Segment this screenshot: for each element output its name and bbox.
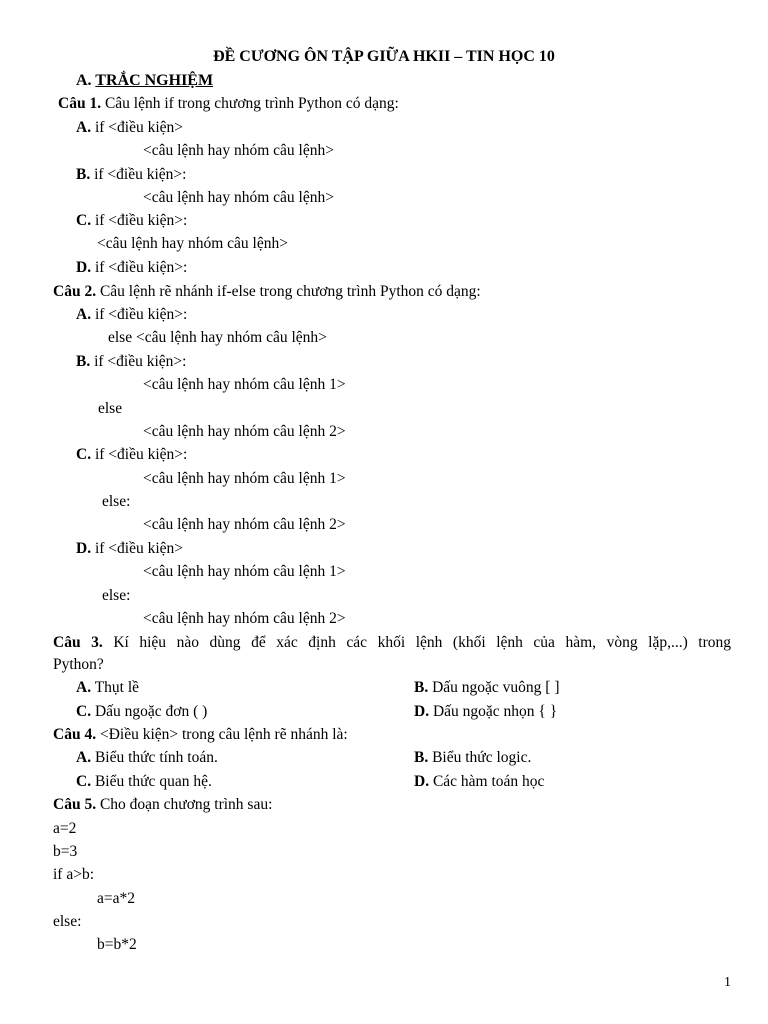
option-label: C. <box>76 703 92 720</box>
question-3-text: Kí hiệu nào dùng để xác định các khối lệnh (khối lệnh của hàm, vòng lặp,...) trong <box>113 634 732 651</box>
q2-option-c <box>76 446 187 464</box>
code-line: a=a*2 <box>97 890 136 907</box>
code-line: else: <box>53 913 82 930</box>
q2-option-d-line2: <câu lệnh hay nhóm câu lệnh 1> <box>143 563 346 580</box>
question-2-label: Câu 2. <box>53 283 97 300</box>
q3-option-c <box>76 703 207 721</box>
q2-option-b-line4: <câu lệnh hay nhóm câu lệnh 2> <box>143 423 346 440</box>
option-text: Thụt lề <box>94 679 140 696</box>
code-line: b=3 <box>53 843 78 860</box>
q3-option-a <box>76 679 139 697</box>
q2-option-c-line2: <câu lệnh hay nhóm câu lệnh 1> <box>143 470 346 487</box>
q1-option-b-line2: <câu lệnh hay nhóm câu lệnh> <box>143 189 334 206</box>
option-text: if <điều kiện>: <box>94 306 188 323</box>
question-4-text: <Điều kiện> trong câu lệnh rẽ nhánh là: <box>99 726 348 743</box>
option-text: Dấu ngoặc vuông [ ] <box>432 679 560 696</box>
question-3 <box>53 634 731 652</box>
question-1 <box>58 95 399 113</box>
option-text: Biểu thức tính toán. <box>94 749 218 766</box>
option-label: C. <box>76 446 92 463</box>
option-label: A. <box>76 306 92 323</box>
question-1-label: Câu 1. <box>58 95 102 112</box>
option-label: D. <box>414 773 430 790</box>
option-label: D. <box>76 540 92 557</box>
q1-option-c <box>76 212 187 230</box>
option-text: Biểu thức quan hệ. <box>94 773 212 790</box>
option-text: if <điều kiện>: <box>94 353 187 370</box>
question-4 <box>53 726 348 744</box>
q4-option-b <box>414 749 531 767</box>
code-line: b=b*2 <box>97 936 137 953</box>
page-number: 1 <box>724 975 731 990</box>
q1-option-a-line2: <câu lệnh hay nhóm câu lệnh> <box>143 142 334 159</box>
option-text: Các hàm toán học <box>432 773 545 790</box>
option-text: if <điều kiện>: <box>94 166 187 183</box>
code-line: if a>b: <box>53 866 95 883</box>
q4-option-c <box>76 773 212 791</box>
q2-option-b <box>76 353 186 371</box>
section-title: TRẮC NGHIỆM <box>95 72 214 89</box>
section-heading <box>76 72 213 90</box>
option-text: if <điều kiện>: <box>94 446 188 463</box>
option-label: B. <box>76 353 91 370</box>
option-text: if <điều kiện>: <box>94 212 188 229</box>
section-label: A. <box>76 72 92 89</box>
page-title: ĐỀ CƯƠNG ÔN TẬP GIỮA HKII – TIN HỌC 10 <box>213 48 555 65</box>
option-label: A. <box>76 119 92 136</box>
q3-option-d <box>414 703 557 721</box>
question-5 <box>53 796 272 814</box>
q4-option-d <box>414 773 544 791</box>
q2-option-d-line3: else: <box>102 587 131 604</box>
q2-option-c-line4: <câu lệnh hay nhóm câu lệnh 2> <box>143 516 346 533</box>
question-5-text: Cho đoạn chương trình sau: <box>99 796 273 813</box>
q3-option-b <box>414 679 560 697</box>
q1-option-d <box>76 259 187 277</box>
option-text: Dấu ngoặc nhọn { } <box>432 703 558 720</box>
option-label: A. <box>76 749 92 766</box>
question-2 <box>53 283 481 301</box>
option-label: C. <box>76 212 92 229</box>
option-label: C. <box>76 773 92 790</box>
option-text: if <điều kiện>: <box>94 259 188 276</box>
question-3-label: Câu 3. <box>53 634 103 651</box>
question-3-text-line2: Python? <box>53 656 104 673</box>
q1-option-b <box>76 166 186 184</box>
option-text: Dấu ngoặc đơn ( ) <box>94 703 208 720</box>
q1-option-c-line2: <câu lệnh hay nhóm câu lệnh> <box>97 235 288 252</box>
q1-option-a <box>76 119 183 137</box>
q2-option-d-line4: <câu lệnh hay nhóm câu lệnh 2> <box>143 610 346 627</box>
q2-option-b-line3: else <box>98 400 123 417</box>
option-text: if <điều kiện> <box>94 119 184 136</box>
option-label: A. <box>76 679 92 696</box>
question-5-label: Câu 5. <box>53 796 97 813</box>
option-text: Biểu thức logic. <box>432 749 532 766</box>
q4-option-a <box>76 749 218 767</box>
option-label: B. <box>76 166 91 183</box>
option-text: if <điều kiện> <box>94 540 184 557</box>
question-4-label: Câu 4. <box>53 726 97 743</box>
q2-option-c-line3: else: <box>102 493 131 510</box>
option-label: B. <box>414 749 429 766</box>
option-label: D. <box>414 703 430 720</box>
code-line: a=2 <box>53 820 77 837</box>
question-2-text: Câu lệnh rẽ nhánh if-else trong chương trình Python có dạng: <box>99 283 481 300</box>
option-label: D. <box>76 259 92 276</box>
q2-option-a-line2: else <câu lệnh hay nhóm câu lệnh> <box>108 329 327 346</box>
q2-option-b-line2: <câu lệnh hay nhóm câu lệnh 1> <box>143 376 346 393</box>
question-1-text: Câu lệnh if trong chương trình Python có dạng: <box>104 95 399 112</box>
q2-option-d <box>76 540 183 558</box>
q2-option-a <box>76 306 187 324</box>
option-label: B. <box>414 679 429 696</box>
